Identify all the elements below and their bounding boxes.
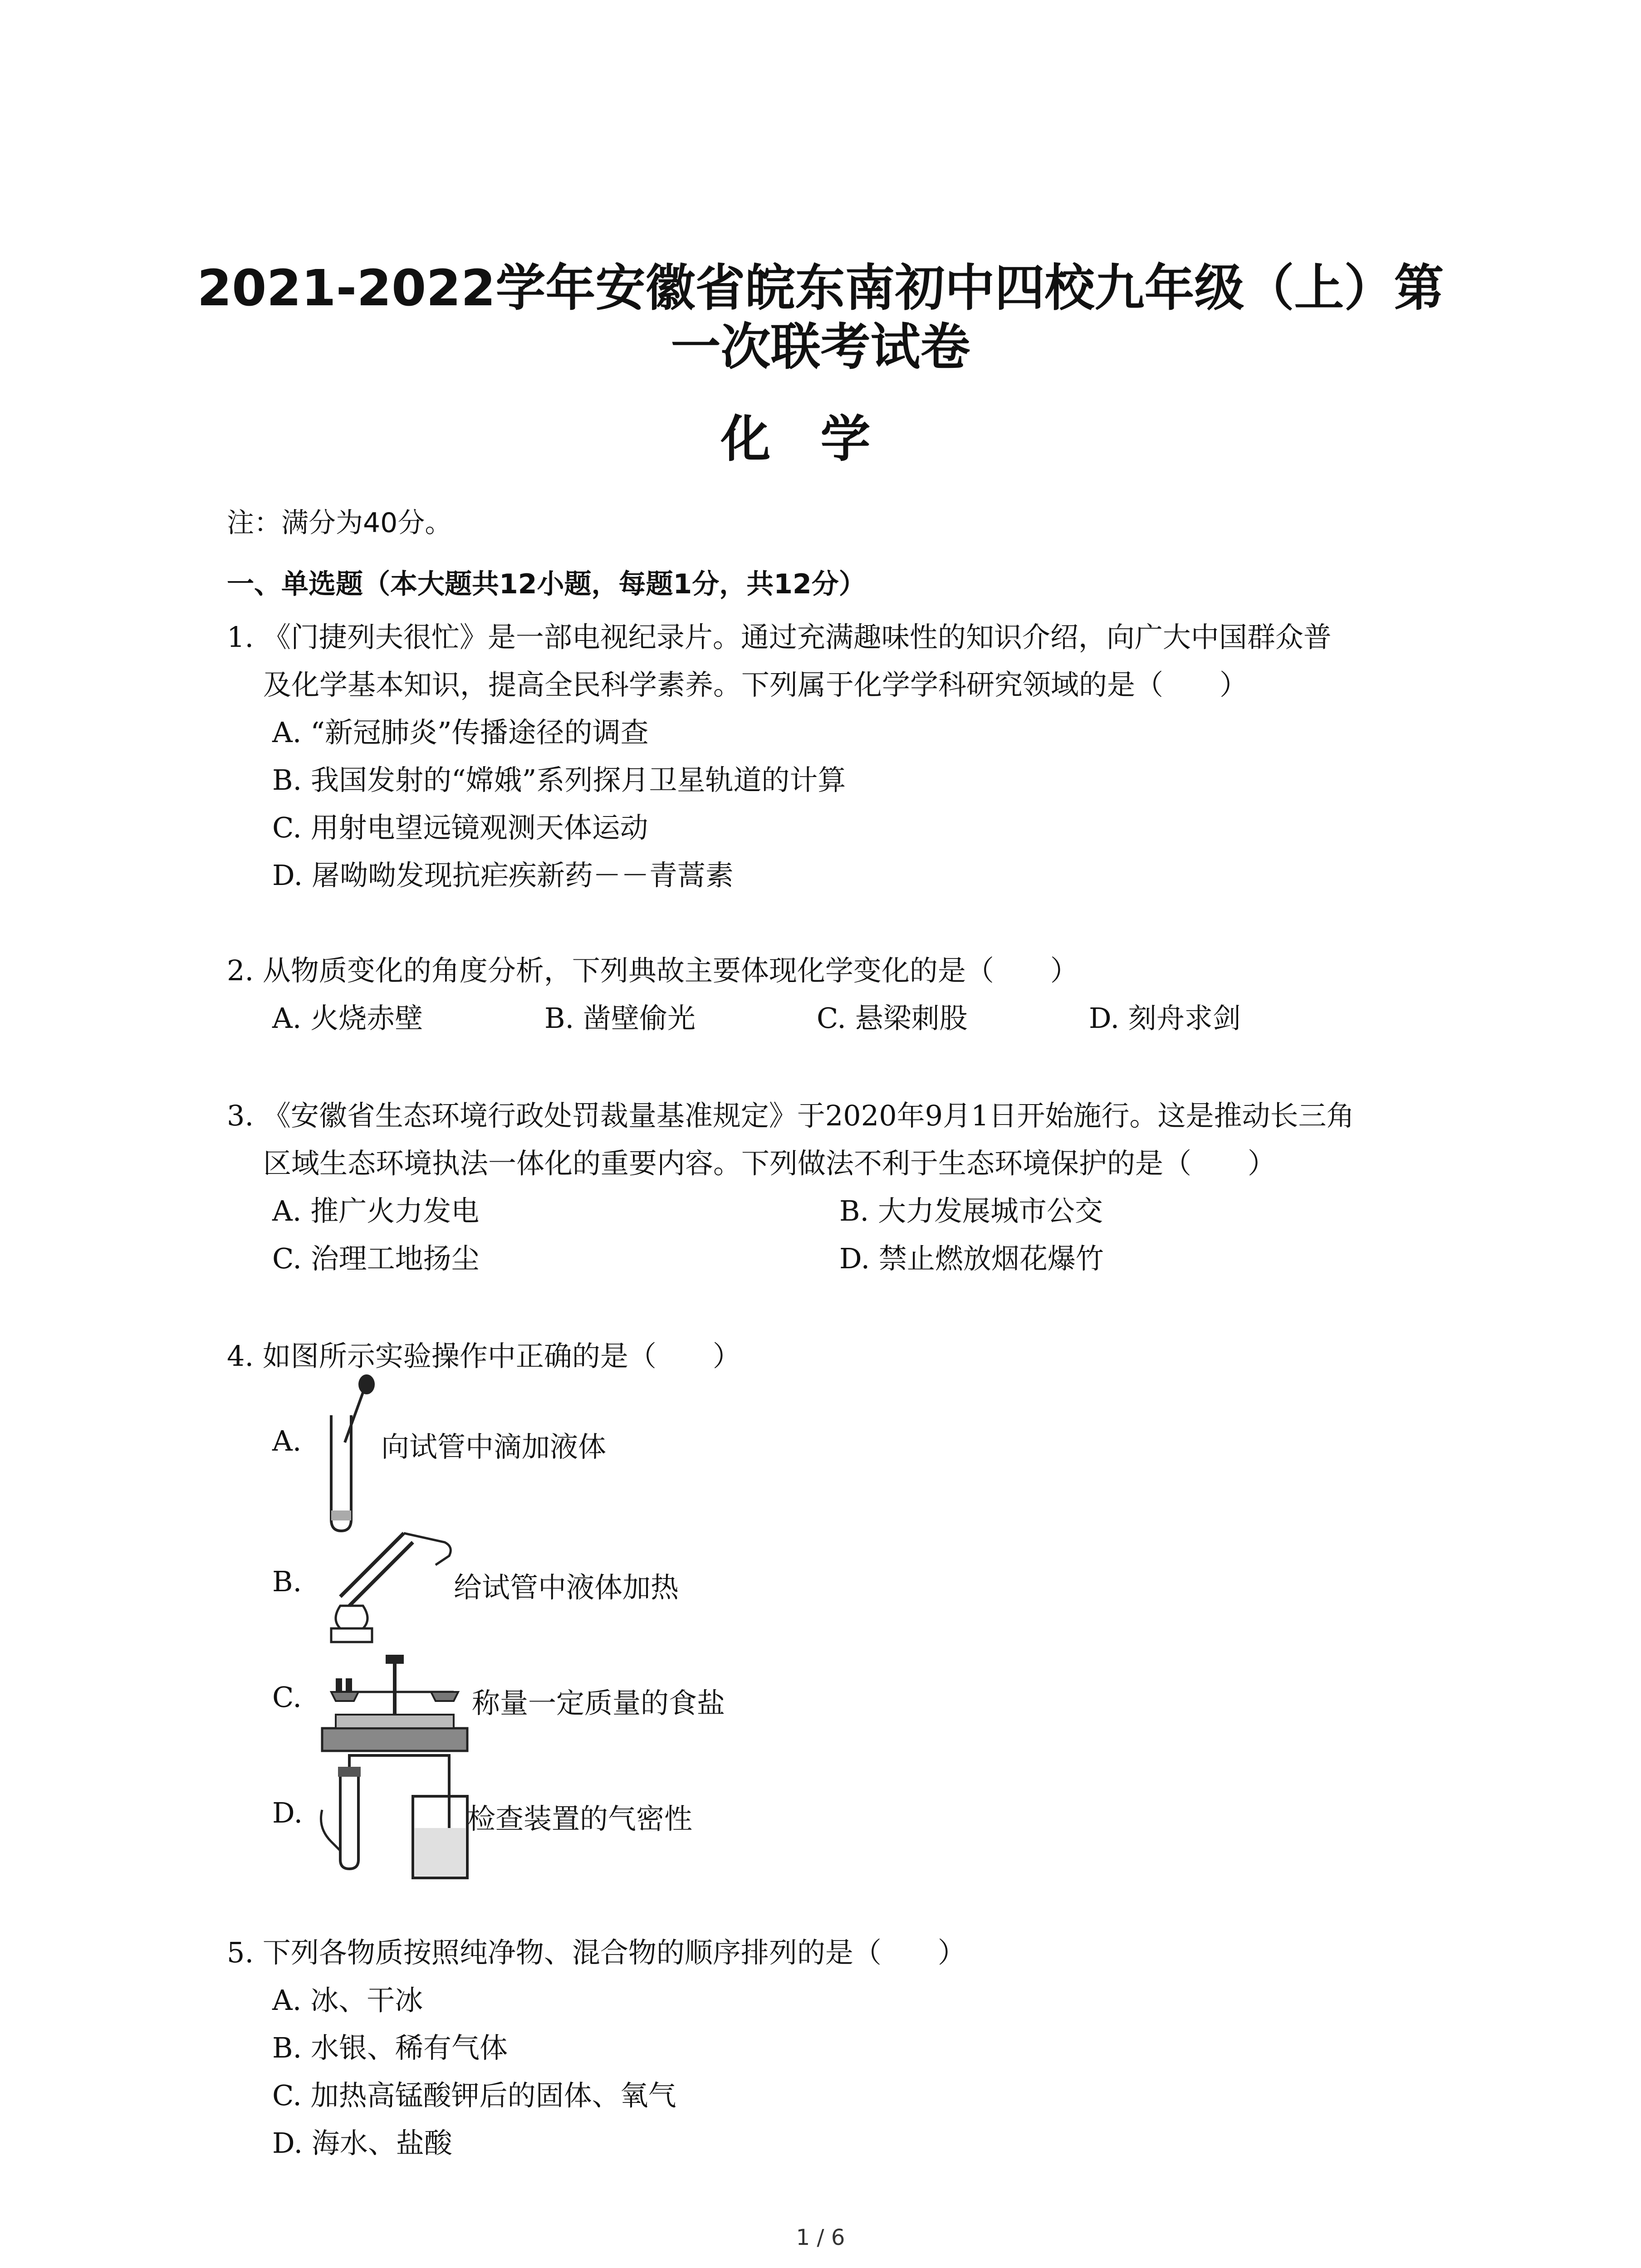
section-heading: 一、单选题（本大题共12小题，每题1分，共12分） <box>227 568 866 600</box>
option-b-text: 给试管中液体加热 <box>454 1571 679 1604</box>
option-d: D. 禁止燃放烟花爆竹 <box>839 1242 1104 1275</box>
question-text: 及化学基本知识，提高全民科学素养。下列属于化学学科研究领域的是（ ） <box>263 668 1248 701</box>
airtightness-apparatus-figure <box>313 1746 476 1882</box>
question-text: 4. 如图所示实验操作中正确的是（ ） <box>227 1339 741 1373</box>
exam-title-line2: 一次联考试卷 <box>671 318 970 376</box>
option-b-letter: B. <box>272 1565 302 1598</box>
score-note: 注：满分为40分。 <box>227 507 452 539</box>
option-d: D. 刻舟求剑 <box>1089 1002 1241 1035</box>
heating-test-tube-figure <box>313 1515 458 1651</box>
exam-title-line1: 2021-2022学年安徽省皖东南初中四校九年级（上）第 <box>197 259 1444 317</box>
option-b: B. 我国发射的“嫦娥”系列探月卫星轨道的计算 <box>272 763 846 797</box>
option-a-text: 向试管中滴加液体 <box>381 1430 607 1463</box>
page-number: 1 / 6 <box>796 2225 845 2250</box>
option-d-letter: D. <box>272 1796 303 1829</box>
option-c: C. 悬梁刺股 <box>817 1002 968 1035</box>
option-c-text: 称量一定质量的食盐 <box>472 1686 725 1720</box>
option-d: D. 屠呦呦发现抗疟疾新药－－青蒿素 <box>272 859 734 892</box>
question-text: 2. 从物质变化的角度分析，下列典故主要体现化学变化的是（ ） <box>227 954 1078 987</box>
option-a-letter: A. <box>272 1424 302 1457</box>
balance-figure <box>318 1651 472 1755</box>
option-c-letter: C. <box>272 1681 302 1714</box>
option-d: D. 海水、盐酸 <box>272 2126 452 2160</box>
option-a: A. 火烧赤壁 <box>272 1002 423 1035</box>
dropper-test-tube-figure <box>313 1374 386 1533</box>
question-text: 3. 《安徽省生态环境行政处罚裁量基准规定》于2020年9月1日开始施行。这是推动长三角 <box>227 1099 1355 1132</box>
option-b: B. 凿壁偷光 <box>544 1002 696 1035</box>
option-d-text: 检查装置的气密性 <box>467 1802 693 1835</box>
option-c: C. 用射电望远镜观测天体运动 <box>272 811 648 844</box>
option-b: B. 水银、稀有气体 <box>272 2031 508 2064</box>
option-c: C. 治理工地扬尘 <box>272 1242 480 1275</box>
option-c: C. 加热高锰酸钾后的固体、氧气 <box>272 2079 676 2112</box>
question-text: 5. 下列各物质按照纯净物、混合物的顺序排列的是（ ） <box>227 1936 966 1969</box>
question-text: 区域生态环境执法一体化的重要内容。下列做法不利于生态环境保护的是（ ） <box>263 1147 1276 1180</box>
option-a: A. 推广火力发电 <box>272 1194 480 1227</box>
option-a: A. “新冠肺炎”传播途径的调查 <box>272 716 649 749</box>
question-text: 1. 《门捷列夫很忙》是一部电视纪录片。通过充满趣味性的知识介绍，向广大中国群众普 <box>227 621 1332 654</box>
option-a: A. 冰、干冰 <box>272 1984 423 2017</box>
subject-title: 化学 <box>720 410 921 468</box>
option-b: B. 大力发展城市公交 <box>839 1194 1103 1227</box>
